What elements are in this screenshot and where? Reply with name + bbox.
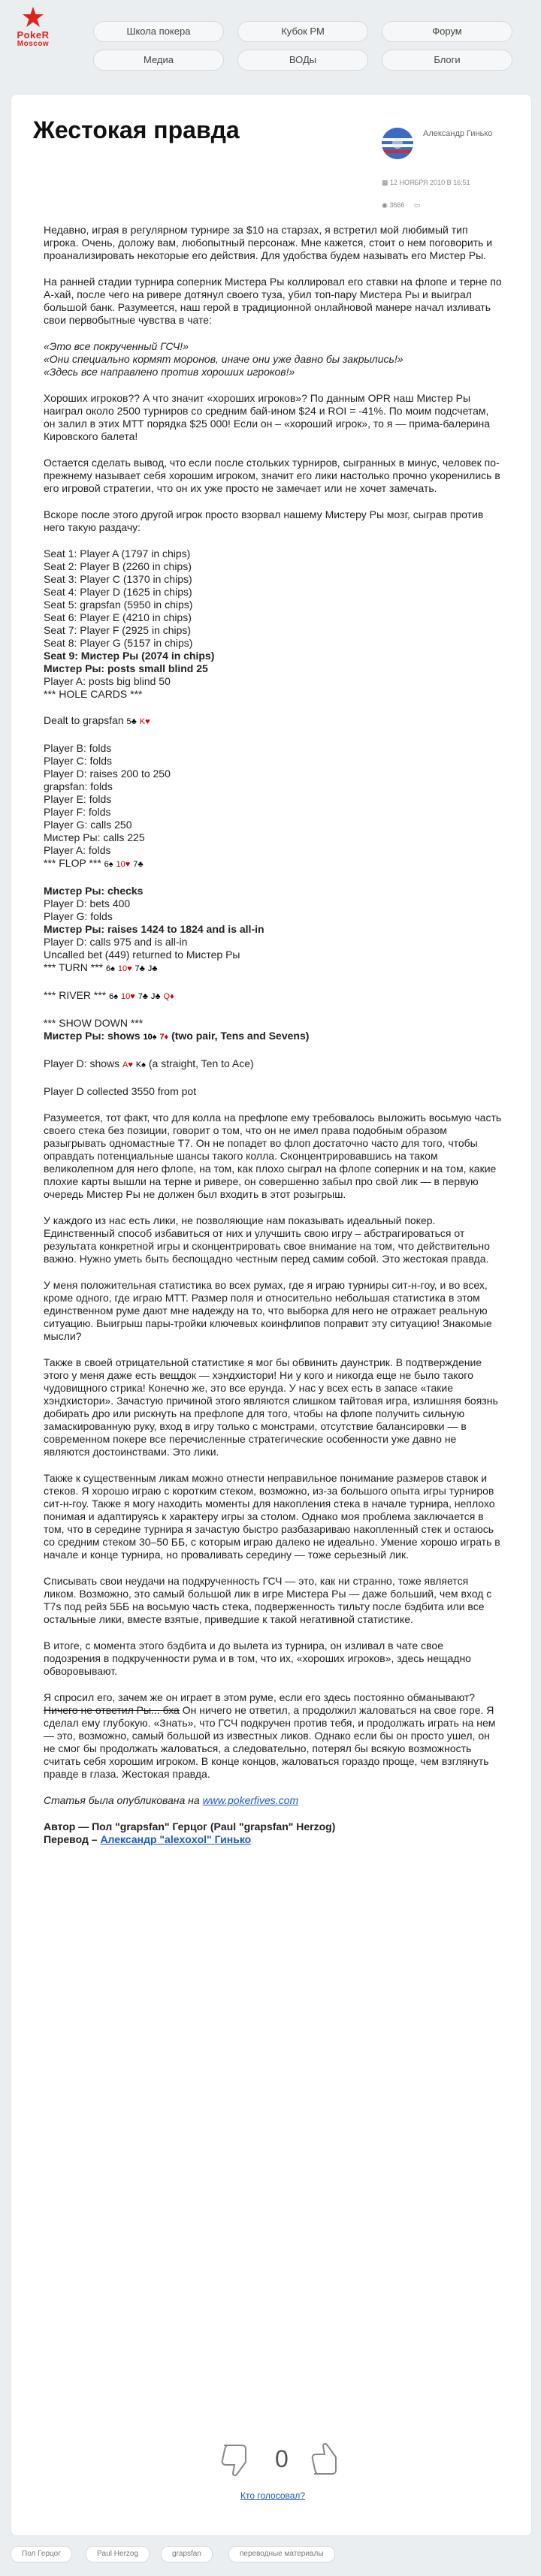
playing-card-icon: 7♦	[159, 1033, 169, 1042]
published-prefix: Статья была опубликована на	[44, 1794, 200, 1806]
preflop-actions	[44, 742, 502, 871]
hole-cards-header: *** HOLE CARDS ***	[44, 688, 143, 700]
flop-header: *** FLOP ***	[44, 857, 101, 869]
source-link[interactable]: www.pokerfives.com	[202, 1794, 299, 1806]
chat-quote: «Они специально кормят моронов, иначе они уже давно бы закрылись!»	[44, 353, 403, 365]
chat-quotes	[44, 340, 502, 379]
playing-card-icon: 6♠	[104, 860, 113, 869]
views-text: 3666	[389, 201, 405, 209]
vote-count: 0	[275, 2445, 289, 2472]
chat-quote: «Здесь все направлено против хороших игроков!»	[44, 366, 295, 378]
action-line: Player D: raises 200 to 250	[44, 768, 171, 780]
logo-line1: PokeR	[17, 29, 50, 41]
player-d-shows	[44, 1057, 502, 1072]
calendar-icon: ▦	[382, 179, 388, 186]
playing-card-icon: A♥	[122, 1060, 133, 1069]
playing-card-icon: J♣	[150, 992, 161, 1001]
turn-line	[44, 961, 502, 976]
tag-pill[interactable]: переводные материалы	[228, 2546, 335, 2562]
article-title: Жестокая правда	[33, 116, 240, 143]
text-span: Он ничего не ответил, а продолжил жаловаться на свое горе. Я сделал ему глубокую. «Знать», что ГСЧ подкручен против тебя, и продолжать играть на нем — это, возможно, самый большой из известных ликов. Однако если бы он просто ушел, он не смог бы продолжать жаловаться, а следовательно, потерял бы всякую возможность считать себя хорошим игроком. В конце концов, жаловаться гораздо проще, чем взглянуть правде в глаза. Жестокая правда.	[44, 1704, 496, 1780]
playing-card-icon: 7♣	[134, 964, 145, 973]
site-header	[0, 0, 541, 84]
nav-rm-cup[interactable]: Кубок РМ	[237, 21, 368, 42]
post-date	[382, 179, 470, 187]
nav-vods[interactable]: ВОДы	[237, 50, 368, 71]
dealt-line	[44, 714, 502, 728]
paragraph: У меня положительная статистика во всех румах, где я играю турниры сит-н-гоу, и во всех, кроме одного, где играю МТТ. Размер поля и относительно небольшая статистика в этом единственном руме дают мне надежду на то, что выборка для него не отражает реальную ситуацию. Выигрыш пары-тройки ключевых коинфлипов поправит эту ситуацию! Знакомые мысли?	[44, 1279, 492, 1342]
seat-line: Seat 4: Player D (1625 in chips)	[44, 586, 192, 598]
paragraph: Списывать свои неудачи на подкрученность ГСЧ — это, как ни странно, тоже является ликом. Возможно, это самый большой лик в игре Мистера Ры — даже больший, чем вход с T7s под рейз 5ББ на восьмую часть стека, подверженность тильту после бэдбита или все остальные лики, вместе взятые, приведшие к такой негативной статистике.	[44, 1575, 492, 1625]
paragraph: Разумеется, тот факт, что для колла на префлопе ему требовалось выложить восьмую часть своего стека без позиции, говорит о том, что он не имел права подобным образом разыгрывать одномастные T7. Он не попадет во флоп достаточно часто для того, чтобы оправдать потенциальные шансы такого колла. Сконцентрировавшись на таком великолепном для него флопе, на том, как плохо сыграл на флопе соперник и на том, какие плохие карты вышли на терне и ривере, он совершенно забыл про свой лик — в первую очередь Мистер Ры не должен был входить в этот розыгрыш.	[44, 1112, 502, 1200]
playing-card-icon: 10♥	[117, 964, 132, 973]
turn-header: *** TURN ***	[44, 961, 104, 973]
action-line: Player C: folds	[44, 755, 113, 767]
blind-line: Мистер Ры: posts small blind 25	[44, 662, 208, 674]
playing-card-icon: 10♠	[143, 1033, 157, 1042]
action-line: Player D: calls 975 and is all-in	[44, 936, 188, 948]
river-line	[44, 989, 502, 1003]
published-note	[44, 1794, 502, 1807]
author-name[interactable]: Александр Гинько	[423, 129, 493, 138]
vote-widget	[218, 2441, 353, 2478]
flag-avatar-icon	[382, 128, 413, 159]
playing-card-icon: 10♥	[121, 992, 135, 1001]
paragraph: Также в своей отрицательной статистике я мог бы обвинить даунстрик. В подтверждение этого у меня даже есть вещдок — хэндхистори! Ни у кого и никогда еще не было такого чудовищного стрика! Конечно же, это все ерунда. У нас у всех есть в запасе «такие хэндхистори». Зачастую причиной этого являются слишком тайтовая игра, излишняя боязнь добирать дро или рискнуть на префлопе для того, чтобы на флопе получить сильную замаскированную руку, вход в игру только с монстрами, отсутствие балансировки — в современном покере все перечисленные стратегические особенности уже давно не являются достоинствами. Это лики.	[44, 1356, 498, 1458]
river-header: *** RIVER ***	[44, 989, 107, 1001]
playing-card-icon: 7♣	[138, 992, 149, 1001]
seat-line: Seat 3: Player C (1370 in chips)	[44, 573, 192, 585]
seat-line: Seat 9: Мистер Ры (2074 in chips)	[44, 650, 215, 662]
flop-actions	[44, 885, 502, 976]
hand-history-seats	[44, 547, 502, 701]
date-text: 12 НОЯБРЯ 2010 В 16:51	[390, 179, 470, 186]
nav-media[interactable]: Медиа	[93, 50, 224, 71]
text-span: Я спросил его, зачем же он играет в этом руме, если его здесь постоянно обманывают?	[44, 1691, 476, 1703]
playing-card-icon: 6♠	[109, 992, 119, 1001]
seat-line: Seat 8: Player G (5157 in chips)	[44, 637, 193, 649]
credit-translator	[44, 1833, 502, 1846]
blind-line: Player A: posts big blind 50	[44, 675, 171, 687]
action-line: Player B: folds	[44, 742, 112, 754]
flop-line	[44, 857, 502, 871]
paragraph: Недавно, играя в регулярном турнире за $10 на старзах, я встретил мой любимый тип игрока. Очень, доложу вам, любопытный персонаж. Мне кажется, стоит о нем поговорить и проанализировать некоторые его действия. Для удобства будем называть его Мистер Ры.	[44, 224, 493, 261]
action-line: Player D: bets 400	[44, 897, 131, 909]
credit-author: Автор — Пол "grapsfan" Герцог (Paul "grapsfan" Herzog)	[44, 1820, 336, 1832]
author-avatar[interactable]	[382, 128, 413, 159]
playing-card-icon: 6♠	[106, 964, 115, 973]
tag-pill[interactable]: Paul Herzog	[86, 2546, 150, 2562]
seat-line: Seat 2: Player B (2260 in chips)	[44, 560, 192, 572]
paragraph: У каждого из нас есть лики, не позволяющие нам показывать идеальный покер. Единственный способ избавиться от них и улучшить свою игру – абстрагироваться от результата конкретной игры и сконцентрировать свое внимание на том, что действительно важно. Нужно уметь быть беспощадно честным перед самим собой. Это жестокая правда.	[44, 1214, 490, 1265]
paragraph: В итоге, с момента этого бэдбита и до вылета из турнира, он изливал в чате свое подозрения в подкрученности рума и в том, что их, «хороших игроков», здесь нещадно обворовывают.	[44, 1639, 471, 1677]
seat-line: Seat 6: Player E (4210 in chips)	[44, 611, 192, 623]
paragraph: Также к существенным ликам можно отнести неправильное понимание размеров ставок и стеков. Я хорошо играю с коротким стеком, возможно, из-за большого опыта игры турниров сит-н-гоу. Также я могу находить моменты для накопления стека в начале турнира, неплохо понимая и адаптируясь к характеру игры за столом. Однако моя проблема заключается в том, что в середине турнира я зачастую быстро разбазариваю накопленный стек и остаюсь со средним стеком 30–50 ББ, с которым играю далеко не идеально. Умение хорошо играть в начале и конце турнира, но проваливать середину — тоже серьезный лик.	[44, 1472, 500, 1561]
eye-icon: ◉	[382, 201, 388, 209]
logo-line2: Moscow	[17, 40, 50, 48]
site-logo[interactable]	[11, 6, 56, 48]
seat-line: Seat 7: Player F (2925 in chips)	[44, 624, 192, 636]
shows-text: Player D: shows	[44, 1057, 120, 1069]
who-voted-link[interactable]: Кто голосовал?	[240, 2490, 306, 2501]
paragraph: На ранней стадии турнира соперник Мистера Ры коллировал его ставки на флопе и терне по А-хай, после чего на ривере дотянул своего туза, убил топ-пару Мистера Ры и выиграл большой банк. Разумеется, наш герой в традиционной онлайновой манере начал изливать свои первобытные чувства в чате:	[44, 276, 502, 326]
comment-icon: ▭	[413, 201, 421, 209]
shows-text: Мистер Ры: shows	[44, 1030, 141, 1042]
translator-prefix: Перевод –	[44, 1833, 98, 1845]
nav-blogs[interactable]: Блоги	[382, 50, 512, 71]
paragraph: Хороших игроков?? А что значит «хороших игроков»? По данным OPR наш Мистер Ры наиграл около 2500 турниров со средним бай-ином $24 и ROI = -41%. По моим подсчетам, он залил в этих МТТ порядка $25 000! Если он – «хороший игрок», то я — прима-балерина Кировского балета!	[44, 392, 491, 442]
strikethrough-text: Ничего не ответил Ры... бха	[44, 1704, 180, 1716]
action-line: Мистер Ры: calls 225	[44, 831, 145, 843]
thumbs-up-icon[interactable]	[308, 2441, 346, 2478]
paragraph: Остается сделать вывод, что если после стольких турниров, сыгранных в минус, человек по-прежнему называет себя хорошим игроком, значит его лики настолько прочно укоренились в его игровой стратегии, что он их уже просто не замечает или не хочет замечать.	[44, 457, 500, 494]
seat-line: Seat 5: grapsfan (5950 in chips)	[44, 599, 193, 611]
action-line: Мистер Ры: raises 1424 to 1824 and is all-in	[44, 923, 264, 935]
nav-poker-school[interactable]: Школа покера	[93, 21, 224, 42]
playing-card-icon: K♥	[139, 717, 150, 726]
article-body	[44, 224, 502, 1860]
paragraph	[44, 1691, 502, 1781]
action-line: Мистер Ры: checks	[44, 885, 144, 897]
action-line: Player G: folds	[44, 910, 113, 922]
playing-card-icon: K♠	[135, 1060, 146, 1069]
shows-hand: (a straight, Ten to Ace)	[148, 1057, 254, 1069]
playing-card-icon: 10♥	[116, 860, 131, 869]
thumbs-down-icon[interactable]	[218, 2441, 255, 2478]
playing-card-icon: 5♣	[126, 717, 137, 726]
collected-line: Player D collected 3550 from pot	[44, 1085, 197, 1097]
paragraph: Вскоре после этого другой игрок просто взорвал нашему Мистеру Ры мозг, сыграв против него такую раздачу:	[44, 508, 484, 533]
chat-quote: «Это все покрученный ГСЧ!»	[44, 340, 189, 352]
action-line: Uncalled bet (449) returned to Мистер Ры	[44, 949, 240, 961]
tag-pill[interactable]: Пол Герцог	[11, 2546, 72, 2562]
action-line: Player F: folds	[44, 806, 111, 818]
showdown-header: *** SHOW DOWN ***	[44, 1017, 144, 1029]
action-line: Player G: calls 250	[44, 819, 132, 831]
action-line: Player E: folds	[44, 793, 112, 805]
seat-line: Seat 1: Player A (1797 in chips)	[44, 547, 191, 560]
credits	[44, 1820, 502, 1846]
views-count	[382, 201, 420, 210]
playing-card-icon: J♣	[147, 964, 158, 973]
star-icon	[22, 6, 44, 29]
showdown-block	[44, 1017, 502, 1044]
playing-card-icon: 7♣	[133, 860, 144, 869]
translator-link[interactable]: Александр "alexoxol" Гинько	[100, 1833, 252, 1845]
playing-card-icon: Q♦	[163, 992, 174, 1001]
shows-hand: (two pair, Tens and Sevens)	[171, 1030, 310, 1042]
action-line: Player A: folds	[44, 844, 111, 856]
action-line: grapsfan: folds	[44, 780, 113, 792]
shows-line	[44, 1030, 502, 1044]
nav-forum[interactable]: Форум	[382, 21, 512, 42]
tag-pill[interactable]: grapsfan	[161, 2546, 213, 2562]
dealt-text: Dealt to grapsfan	[44, 714, 124, 726]
